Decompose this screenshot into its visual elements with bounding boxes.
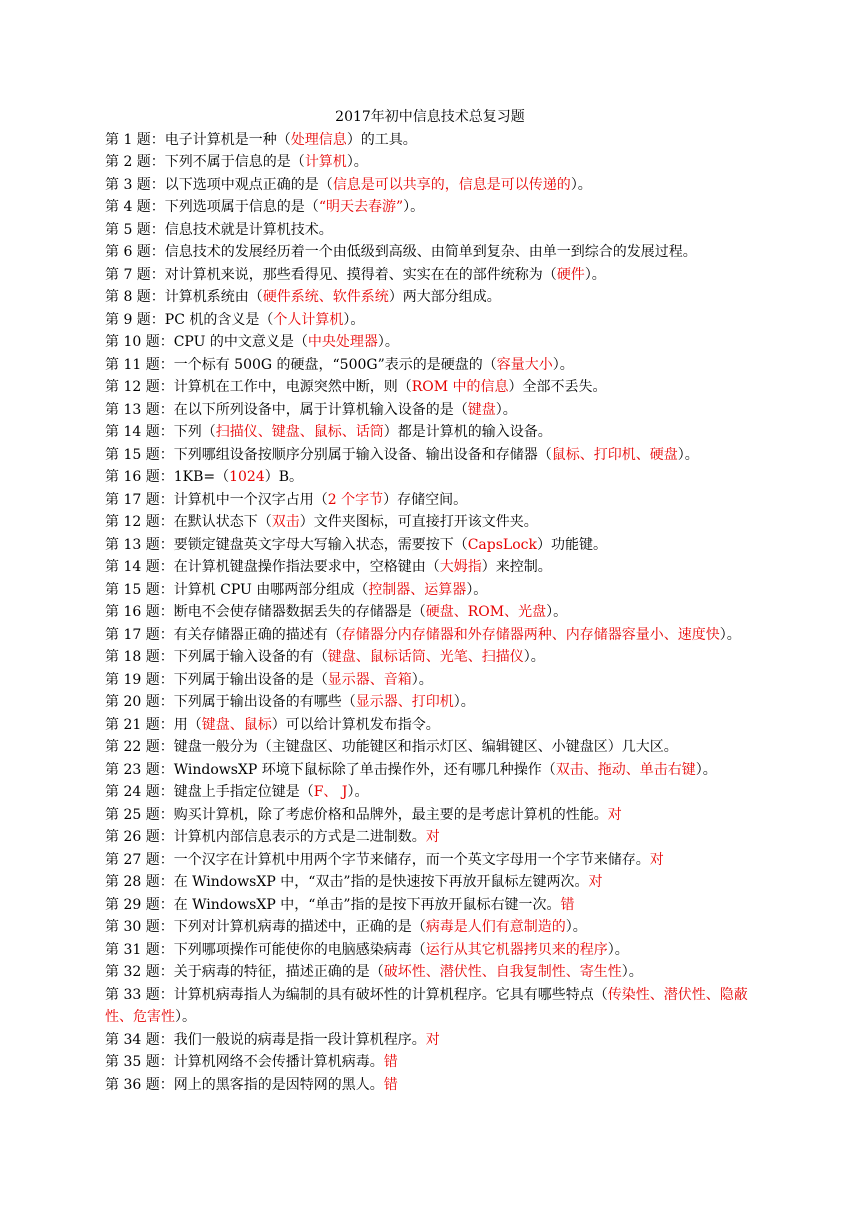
question-item: [105, 286, 765, 309]
question-text: 第 28 题：在 WindowsXP 中，“双击”指的是快速按下再放开鼠标左键两次。: [105, 874, 589, 890]
question-text: ）。: [546, 604, 568, 620]
question-text: 第 3 题：以下选项中观点正确的是（: [105, 176, 333, 193]
question-text: ）。: [719, 626, 741, 643]
question-text: 第 10 题：CPU 的中文意义是（: [105, 334, 308, 350]
question-item: [105, 331, 765, 354]
question-text: ）。: [695, 761, 717, 778]
answer-text: 对: [607, 806, 622, 823]
question-text: ）。: [411, 671, 433, 688]
answer-text: 错: [383, 1076, 398, 1093]
answer-text: 破坏性、潜伏性、自我复制性、寄生性: [383, 964, 622, 980]
question-text: 第 35 题：计算机网络不会传播计算机病毒。: [105, 1054, 384, 1070]
question-item: [105, 264, 765, 287]
answer-text: 1024: [229, 469, 265, 485]
question-item: [105, 1074, 765, 1097]
question-text: ）来控制。: [481, 559, 552, 575]
question-text: ）。: [403, 199, 425, 215]
answer-text: F、 J: [313, 784, 348, 800]
question-item: [105, 354, 765, 377]
question-text: ）功能键。: [536, 536, 607, 553]
question-text: ）。: [584, 266, 606, 283]
answer-text: 双击、拖动、单击右键: [555, 761, 696, 778]
question-text: 第 15 题：计算机 CPU 由哪两部分组成（: [105, 581, 369, 598]
question-item: [105, 1051, 765, 1074]
question-item: [105, 781, 765, 804]
question-text: 第 18 题：下列属于输入设备的有（: [105, 649, 328, 665]
question-text: ）。: [523, 649, 545, 665]
question-item: [105, 939, 765, 962]
question-text: ）B。: [264, 469, 304, 485]
question-item: [105, 691, 765, 714]
question-text: 第 12 题：在默认状态下（: [105, 514, 272, 530]
question-text: ）。: [175, 1009, 196, 1025]
question-text: 第 25 题：购买计算机，除了考虑价格和品牌外，最主要的是考虑计算机的性能。: [105, 806, 608, 823]
question-item: [105, 241, 765, 264]
question-text: 第 26 题：计算机内部信息表示的方式是二进制数。: [105, 829, 426, 845]
page-title: 2017年初中信息技术总复习题: [335, 109, 525, 125]
answer-text: 处理信息: [290, 131, 347, 148]
question-text: 第 23 题：WindowsXP 环境下鼠标除了单击操作外，还有哪几种操作（: [105, 761, 556, 778]
answer-text: 双击: [271, 514, 300, 530]
question-text: ）可以给计算机发布指令。: [271, 716, 440, 733]
question-item: [105, 894, 765, 917]
question-text: ）全部不丢失。: [508, 379, 607, 395]
question-item: [105, 129, 765, 152]
question-text: 第 34 题：我们一般说的病毒是指一段计算机程序。: [105, 1031, 426, 1048]
question-item: [105, 714, 765, 737]
question-text: ）。: [377, 334, 399, 350]
question-item: [105, 511, 765, 534]
question-text: 第 6 题：信息技术的发展经历着一个由低级到高级、由简单到复杂、由单一到综合的发展过程。: [105, 244, 697, 260]
answer-text: 对: [649, 851, 664, 868]
question-text: ）。: [466, 581, 488, 598]
question-text: 第 20 题：下列属于输出设备的有哪些（: [105, 694, 356, 710]
question-text: 第 17 题：有关存储器正确的描述有（: [105, 626, 342, 643]
question-text: 第 36 题：网上的黑客指的是因特网的黑人。: [105, 1076, 384, 1093]
question-text: 第 31 题：下列哪项操作可能使你的电脑感染病毒（: [105, 941, 426, 958]
question-text: ）的工具。: [346, 131, 417, 148]
question-text: ）。: [453, 694, 475, 710]
answer-text: 扫描仪、键盘、鼠标、话筒: [215, 424, 384, 440]
answer-text: 中央处理器: [307, 334, 378, 350]
question-text: ）。: [552, 356, 574, 373]
answer-text: 错: [560, 896, 575, 913]
question-item: [105, 1029, 765, 1052]
question-text: 第 17 题：计算机中一个汉字占用（: [105, 491, 328, 508]
answer-text: 容量大小: [496, 356, 553, 373]
answer-text: 对: [425, 1031, 440, 1048]
question-text: 第 19 题：下列属于输出设备的是（: [105, 671, 328, 688]
question-item: [105, 624, 765, 647]
question-text: 第 5 题：信息技术就是计算机技术。: [105, 221, 333, 238]
question-item: [105, 669, 765, 692]
question-item: [105, 534, 765, 557]
answer-text: 对: [425, 829, 440, 845]
answer-text: 控制器、运算器: [368, 581, 467, 598]
question-text: 第 7 题：对计算机来说，那些看得见、摸得着、实实在在的部件统称为（: [105, 266, 557, 283]
question-item: [105, 309, 765, 332]
question-text: 第 14 题：在计算机键盘操作指法要求中，空格键由（: [105, 559, 440, 575]
question-item: [105, 579, 765, 602]
answer-text: 显示器、打印机: [355, 694, 454, 710]
question-text: ）。: [346, 154, 368, 170]
answer-text: 运行从其它机器拷贝来的程序: [425, 941, 608, 958]
question-text: ）。: [621, 964, 643, 980]
answer-text: 显示器、音箱: [327, 671, 412, 688]
question-text: 第 15 题：下列哪组设备按顺序分别属于输入设备、输出设备和存储器（: [105, 446, 552, 463]
question-item: [105, 961, 765, 984]
question-text: 第 14 题：下列（: [105, 424, 216, 440]
question-item: [105, 376, 765, 399]
question-item: [105, 601, 765, 624]
answer-text: 错: [383, 1054, 398, 1070]
answer-text: 键盘、鼠标话筒、光笔、扫描仪: [327, 649, 524, 665]
question-text: 第 22 题：键盘一般分为（主键盘区、功能键区和指示灯区、编辑键区、小键盘区）几大区。: [105, 739, 678, 755]
question-text: 第 32 题：关于病毒的特征，描述正确的是（: [105, 964, 384, 980]
question-item: [105, 804, 765, 827]
question-item: [105, 646, 765, 669]
question-item: [105, 556, 765, 579]
question-item: [105, 849, 765, 872]
question-text: 第 13 题：要锁定键盘英文字母大写输入状态，需要按下（: [105, 536, 468, 553]
question-text: ）。: [677, 446, 699, 463]
question-item: [105, 399, 765, 422]
answer-text: 2 个字节: [327, 491, 384, 508]
answer-text: 存储器分内存储器和外存储器两种、内存储器容量小、速度快: [341, 626, 720, 643]
question-item: [105, 219, 765, 242]
question-text: 第 29 题：在 WindowsXP 中，“单击”指的是按下再放开鼠标右键一次。: [105, 896, 561, 913]
question-text: 第 12 题：计算机在工作中，电源突然中断，则（: [105, 379, 412, 395]
question-item: [105, 489, 765, 512]
question-text: 第 27 题：一个汉字在计算机中用两个字节来储存，而一个英文字母用一个字节来储存。: [105, 851, 650, 868]
question-item: [105, 174, 765, 197]
question-list: [105, 129, 765, 1097]
answer-text: “明天去春游”: [318, 199, 404, 215]
question-text: 第 11 题：一个标有 500G 的硬盘，“500G”表示的是硬盘的（: [105, 356, 497, 373]
question-item: [105, 759, 765, 782]
answer-text: 对: [588, 874, 603, 890]
question-item: [105, 826, 765, 849]
question-item: [105, 736, 765, 759]
answer-text: 信息是可以共享的，信息是可以传递的: [332, 176, 571, 193]
question-item: [105, 916, 765, 939]
answer-text: 大姆指: [439, 559, 482, 575]
question-text: 第 30 题：下列对计算机病毒的描述中，正确的是（: [105, 919, 426, 935]
answer-text: 个人计算机: [273, 311, 344, 328]
question-item: [105, 196, 765, 219]
question-text: ）存储空间。: [383, 491, 468, 508]
question-text: ）。: [343, 311, 365, 328]
answer-text: 硬件: [556, 266, 585, 283]
question-item: [105, 984, 765, 1029]
answer-text: 硬件系统、软件系统: [262, 289, 389, 305]
question-text: ）。: [495, 401, 517, 418]
question-text: 第 24 题：键盘上手指定位键是（: [105, 784, 314, 800]
question-text: ）文件夹图标，可直接打开该文件夹。: [299, 514, 538, 530]
question-text: ）。: [565, 919, 587, 935]
question-text: ）。: [570, 176, 592, 193]
question-text: 第 4 题：下列选项属于信息的是（: [105, 199, 319, 215]
question-text: 第 21 题：用（: [105, 716, 202, 733]
question-text: 第 16 题：1KB=（: [105, 469, 230, 485]
question-text: ）都是计算机的输入设备。: [383, 424, 552, 440]
question-item: [105, 466, 765, 489]
question-text: ）两大部分组成。: [388, 289, 501, 305]
question-text: 第 8 题：计算机系统由（: [105, 289, 263, 305]
question-text: ）。: [347, 784, 369, 800]
question-text: ）。: [607, 941, 629, 958]
answer-text: 硬盘、ROM、光盘: [425, 604, 547, 620]
answer-text: 键盘: [467, 401, 496, 418]
question-text: 第 13 题：在以下所列设备中，属于计算机输入设备的是（: [105, 401, 468, 418]
question-text: 第 1 题：电子计算机是一种（: [105, 131, 291, 148]
question-item: [105, 871, 765, 894]
question-text: 第 16 题：断电不会使存储器数据丢失的存储器是（: [105, 604, 426, 620]
answer-text: 键盘、鼠标: [201, 716, 272, 733]
question-text: 第 33 题：计算机病毒指人为编制的具有破坏性的计算机程序。它具有哪些特点（: [105, 986, 608, 1003]
answer-text: 传染性、潜伏性、隐蔽性、危害性: [105, 986, 748, 1025]
question-item: [105, 151, 765, 174]
question-text: 第 9 题：PC 机的含义是（: [105, 311, 274, 328]
answer-text: 计算机: [304, 154, 347, 170]
answer-text: ROM 中的信息: [411, 379, 509, 395]
answer-text: 病毒是人们有意制造的: [425, 919, 566, 935]
question-text: 第 2 题：下列不属于信息的是（: [105, 154, 305, 170]
question-item: [105, 444, 765, 467]
answer-text: 鼠标、打印机、硬盘: [551, 446, 678, 463]
question-item: [105, 421, 765, 444]
answer-text: CapsLock: [467, 536, 537, 553]
